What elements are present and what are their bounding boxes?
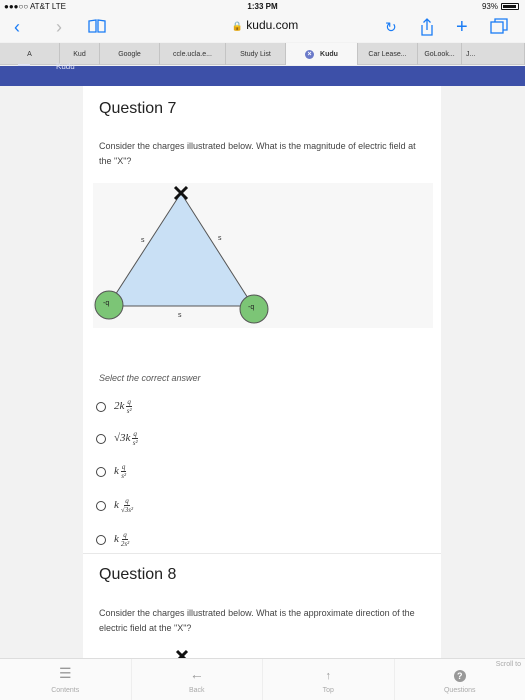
app-header [0,62,525,86]
answer-option-2[interactable] [96,430,138,447]
tab-label: J... [466,50,476,58]
tab-strip [0,43,525,65]
answer-option-5[interactable] [96,531,129,548]
status-bar [0,0,525,14]
tab-label: Kudu [320,50,338,58]
bookmarks-icon[interactable] [88,18,106,36]
charge-right-label: -q [248,304,255,311]
question-7-text: Consider the charges illustrated below. What is the magnitude of electric field at the "X"? [99,141,416,166]
question-8-title: Question 8 [99,566,177,583]
side-left-label: s [141,237,145,244]
tab-label: A [27,50,32,58]
answer-option-3[interactable] [96,463,126,480]
option-formula: k $\frac{q}{\text{s²}}$ [114,463,127,480]
tab-j[interactable] [462,43,525,65]
tab-ccle[interactable] [160,43,226,65]
bottom-nav [0,658,525,700]
tab-kudu-active[interactable] [286,43,358,65]
battery-status [482,2,519,11]
tab-label: Study List [240,50,271,58]
back-nav-icon[interactable]: ‹ [14,17,20,37]
contents-button[interactable] [0,659,132,700]
app-name: Kudu [56,62,75,71]
tab-golook[interactable] [418,43,462,65]
tab-label: Google [118,50,141,58]
option-formula: k $\frac{q}{\text{√3s²}}$ [114,497,134,514]
tab-car-lease[interactable] [358,43,418,65]
tab-label: Kud [73,50,86,58]
radio-button[interactable] [96,402,106,412]
radio-button[interactable] [96,535,106,545]
battery-percent: 93% [481,2,498,11]
arrow-left-icon: ← [189,666,204,682]
side-bottom-label: s [178,312,182,319]
new-tab-icon[interactable]: + [456,16,468,38]
question-7-title: Question 7 [99,100,177,117]
tab-label: Car Lease... [368,50,407,58]
tab-google[interactable] [100,43,160,65]
contents-label: Contents [51,687,80,694]
option-formula: √3k $\frac{q}{\text{s²}}$ [114,430,138,447]
back-label: Back [188,687,205,694]
question-8-text: Consider the charges illustrated below. What is the approximate direction of the electric field at the "X"? [99,608,415,633]
carrier-label: ●●●○○ AT&T LTE [4,2,66,11]
radio-button[interactable] [96,434,106,444]
reload-icon[interactable]: ↻ [385,19,397,35]
option-formula: k $\frac{q}{\text{2s²}}$ [114,531,130,548]
answer-option-4[interactable] [96,497,133,514]
clock: 1:33 PM [247,2,278,11]
browser-toolbar [0,14,525,42]
menu-icon[interactable] [18,64,30,66]
questions-button[interactable] [395,659,525,700]
lock-icon: 🔒 [231,21,243,31]
x-marker-icon [175,649,189,658]
address-bar[interactable] [210,18,320,32]
question-divider [83,553,441,554]
share-icon[interactable] [420,18,434,39]
answer-option-1[interactable] [96,398,132,415]
tab-study-list[interactable] [226,43,286,65]
tab-label: ccle.ucla.e... [173,50,212,58]
back-button[interactable] [132,659,264,700]
option-formula: 2k $\frac{q}{\text{s²}}$ [114,398,132,415]
tabs-overview-icon[interactable] [490,18,508,37]
forward-nav-icon[interactable]: › [56,17,62,37]
top-button[interactable] [263,659,395,700]
question-card [83,86,441,658]
charge-diagram [93,183,433,328]
list-icon: ☰ [58,665,72,681]
top-label: Top [322,687,334,694]
url-text: kudu.com [246,18,299,32]
side-right-label: s [218,235,222,242]
charge-left-label: -q [103,300,110,307]
questions-label: Questions [443,687,476,694]
tab-label: GoLook... [424,50,455,58]
select-answer-label: Select the correct answer [99,373,201,383]
tab-a[interactable] [0,43,60,65]
battery-icon [501,3,519,10]
radio-button[interactable] [96,467,106,477]
scroll-to-label: Scroll to [495,661,521,668]
close-tab-icon[interactable]: × [305,50,314,59]
question-mark-icon: ? [454,670,466,682]
radio-button[interactable] [96,501,106,511]
arrow-up-icon: ↑ [325,670,331,682]
